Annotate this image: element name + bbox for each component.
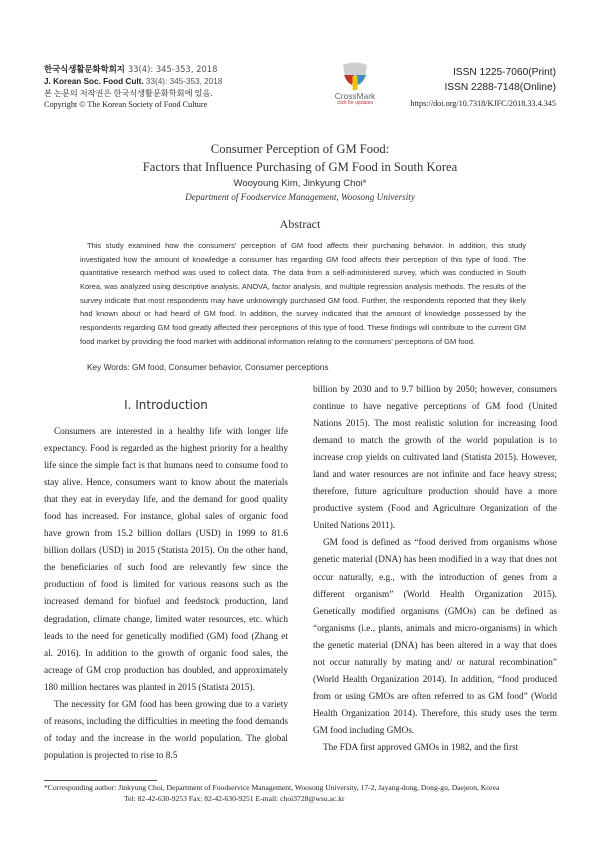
doi-link[interactable]: https://doi.org/10.7318/KJFC/2018.33.4.345: [410, 99, 556, 108]
keywords: Key Words: GM food, Consumer behavior, Consumer perceptions: [87, 362, 329, 372]
journal-korean-line: [44, 64, 222, 76]
affiliation: Department of Foodservice Management, Woosong University: [185, 192, 415, 202]
footnote-divider: [44, 780, 157, 781]
paragraph: The FDA first approved GMOs in 1982, and the first: [323, 742, 519, 753]
crossmark-badge[interactable]: [326, 61, 384, 106]
crossmark-icon: [341, 61, 369, 91]
abstract-heading: Abstract: [279, 217, 321, 231]
paragraph: The necessity for GM food has been growing due to a variety of reasons, including the difficulties in meeting the food demands of today and the increase in the world population. The global population is projected to rise to 8.5: [44, 699, 288, 761]
issn-online: ISSN 2288-7148(Online): [444, 82, 556, 93]
title-line-2: Factors that Influence Purchasing of GM Food in South Korea: [142, 160, 458, 174]
issn-block: [410, 65, 556, 108]
body-column-left: [44, 424, 288, 765]
corresponding-author-footnote: [44, 782, 499, 804]
journal-korean-volume: 33(4): 345-353, 2018: [127, 64, 218, 74]
paragraph: Consumers are interested in a healthy life with longer life expectancy. Food is regarded as the highest priority for a healthy life since the simple fact is that humans need to consume food to stay alive. Hence, consumers want to know about the materials that they eat in everyday life, and the demand for good quality food has increased. For instance, global sales of organic food have grown from 15.2 billion dollars (USD) in 1999 to 81.6 billion dollars (USD) in 2015 (Statista 2015). On the other hand, the beneficiaries of such food are relevantly few since the production of food is limited for various reasons such as the increased demand for biofuel and feedstock production, land degradation, climate change, limited water resources, etc. which leads to the need for genetically modified (GM) food (Zhang et al. 2016). In addition to the growth of organic food sales, the acreage of GM crop production has doubled, and approximately 180 million hectares was planted in 2015 (Statista 2015).: [44, 427, 288, 693]
journal-korean-name: 한국식생활문화학회지: [44, 64, 125, 74]
abstract-text: This study examined how the consumers' perception of GM food affects their purchasing behavior. In addition, this study investigated how the amount of knowledge a consumer has regarding GM food affects their perception of this type of food. The quantitative research method was used to collect data. The data from a self-administered survey, which was conducted in South Korea, was analyzed using descriptive analysis, ANOVA, factor analysis, and multiple regression analysis methods. The results of the survey indicate that most respondents may have unknowingly purchased GM food. Further, the respondents reported that they likely had known about or had heard of GM food. In addition, the survey indicated that the amount of knowledge possessed by the respondents regarding GM food greatly affected their perceptions of this type of food. These findings will contribute to the current GM food market by providing the food market with additional information relating to the consumers' perceptions of GM food.: [80, 241, 526, 346]
journal-header: [44, 64, 222, 111]
paragraph: GM food is defined as “food derived from organisms whose genetic material (DNA) has been modified in a way that does not occur naturally, e.g., with the introduction of genes from a different organism” (World Health Organization 2015). Genetically modified organisms (GMOs) can be defined as “organisms (i.e., plants, animals and micro-organisms) in which the genetic material (DNA) has been altered in a way that does not occur naturally by mating and/ or natural recombination” (World Health Organization 2014). In addition, “food produced from or using GMOs are often referred to as GM food” (World Health Organization 2014). Therefore, this study uses the term GM food including GMOs.: [313, 538, 557, 736]
footnote-line-2: Tel: 82-42-630-9253 Fax: 82-42-630-9251 E-mail: choi3728@wsu.ac.kr: [124, 794, 345, 803]
article-title: [0, 140, 600, 176]
author-list: Wooyoung Kim, Jinkyung Choi*: [233, 178, 367, 189]
journal-english-name: J. Korean Soc. Food Cult.: [44, 76, 144, 86]
journal-english-line: [44, 76, 222, 88]
crossmark-label: CrossMark: [334, 91, 376, 101]
copyright-english: Copyright © The Korean Society of Food Culture: [44, 100, 208, 110]
crossmark-sublabel: click for updates: [336, 100, 374, 106]
journal-english-volume: 33(4): 345-353, 2018: [145, 76, 223, 86]
body-column-right: [313, 382, 557, 757]
issn-print: ISSN 1225-7060(Print): [452, 67, 556, 78]
paragraph: billion by 2030 and to 9.7 billion by 2050; however, consumers continue to have negative perceptions of GM food (United Nations 2015). The most realistic solution for increasing food demand to match the growth of the world population is to increase crop yields on cultivated land (Statista 2015). However, land and water resources are not infinite and face heavy stress; therefore, future agriculture production should have a more productive system (Food and Agriculture Organization of the United Nations 2011).: [313, 385, 557, 532]
title-line-1: Consumer Perception of GM Food:: [210, 142, 390, 156]
footnote-line-1: *Corresponding author: Jinkyung Choi, Department of Foodservice Management, Woosong University, 17-2, Jayang-dong, Dong-gu, Daejeon, Korea: [44, 783, 500, 792]
copyright-korean: 본 논문의 저작권은 한국식생활문화학회에 있음.: [44, 88, 213, 98]
section-heading-introduction: Ⅰ. Introduction: [124, 398, 208, 412]
